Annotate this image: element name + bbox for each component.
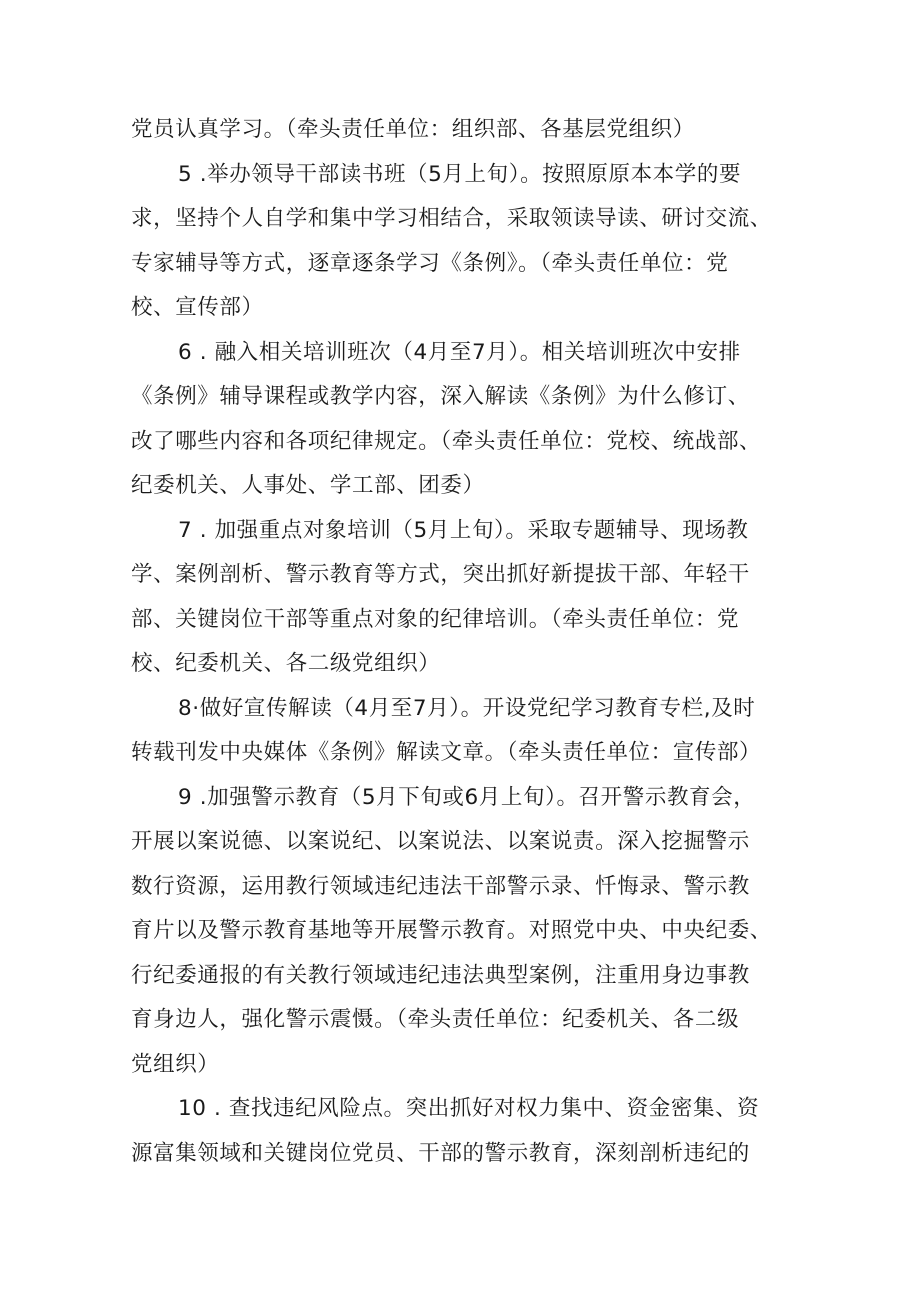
text-line-13: 校、纪委机关、各二级党组织）	[131, 651, 441, 676]
text-line-19: 育片以及警示教育基地等开展警示教育。对照党中央、中央纪委、	[131, 918, 772, 943]
text-line-22: 党组织）	[131, 1052, 220, 1077]
text-line-24: 源富集领域和关键岗位党员、干部的警示教育，深刻剖析违纪的	[131, 1141, 750, 1166]
text-line-4: 专家辅导等方式，逐章逐条学习《条例》。（牵头责任单位：党	[131, 251, 729, 276]
text-line-23: 10 . 查找违纪风险点。突出抓好对权力集中、资金密集、资	[178, 1096, 760, 1121]
text-line-5: 校、宣传部）	[131, 295, 264, 320]
text-line-15: 转载刊发中央媒体《条例》解读文章。（牵头责任单位：宣传部）	[131, 740, 762, 765]
text-line-2: 5 .举办领导干部读书班（5月上旬）。按照原原本本学的要	[178, 162, 742, 187]
text-line-18: 数行资源，运用教行领域违纪违法干部警示录、忏悔录、警示教	[131, 874, 750, 899]
text-line-16: 9 .加强警示教育（5月下旬或6月上旬）。召开警示教育会，	[178, 785, 756, 810]
text-line-3: 求，坚持个人自学和集中学习相结合，采取领读导读、研讨交流、	[131, 206, 772, 231]
text-line-10: 7 . 加强重点对象培训（5月上旬）。采取专题辅导、现场教	[178, 518, 749, 543]
text-line-17: 开展以案说德、以案说纪、以案说法、以案说责。深入挖掘警示	[131, 829, 750, 854]
text-line-14: 8·做好宣传解读（4月至7月）。开设党纪学习教育专栏,及时	[178, 696, 756, 721]
text-line-9: 纪委机关、人事处、学工部、团委）	[131, 473, 485, 498]
text-line-1: 党员认真学习。（牵头责任单位：组织部、各基层党组织）	[131, 117, 695, 142]
text-line-21: 育身边人，强化警示震慑。（牵头责任单位：纪委机关、各二级	[131, 1007, 740, 1032]
text-line-7: 《条例》辅导课程或教学内容，深入解读《条例》为什么修订、	[131, 384, 750, 409]
text-line-8: 改了哪些内容和各项纪律规定。（牵头责任单位：党校、统战部、	[131, 429, 762, 454]
text-line-12: 部、关键岗位干部等重点对象的纪律培训。（牵头责任单位：党	[131, 607, 740, 632]
text-line-20: 行纪委通报的有关教行领域违纪违法典型案例，注重用身边事教	[131, 963, 750, 988]
text-line-11: 学、案例剖析、警示教育等方式，突出抓好新提拔干部、年轻干	[131, 562, 750, 587]
text-line-6: 6 . 融入相关培训班次（4月至7月）。相关培训班次中安排	[178, 340, 741, 365]
